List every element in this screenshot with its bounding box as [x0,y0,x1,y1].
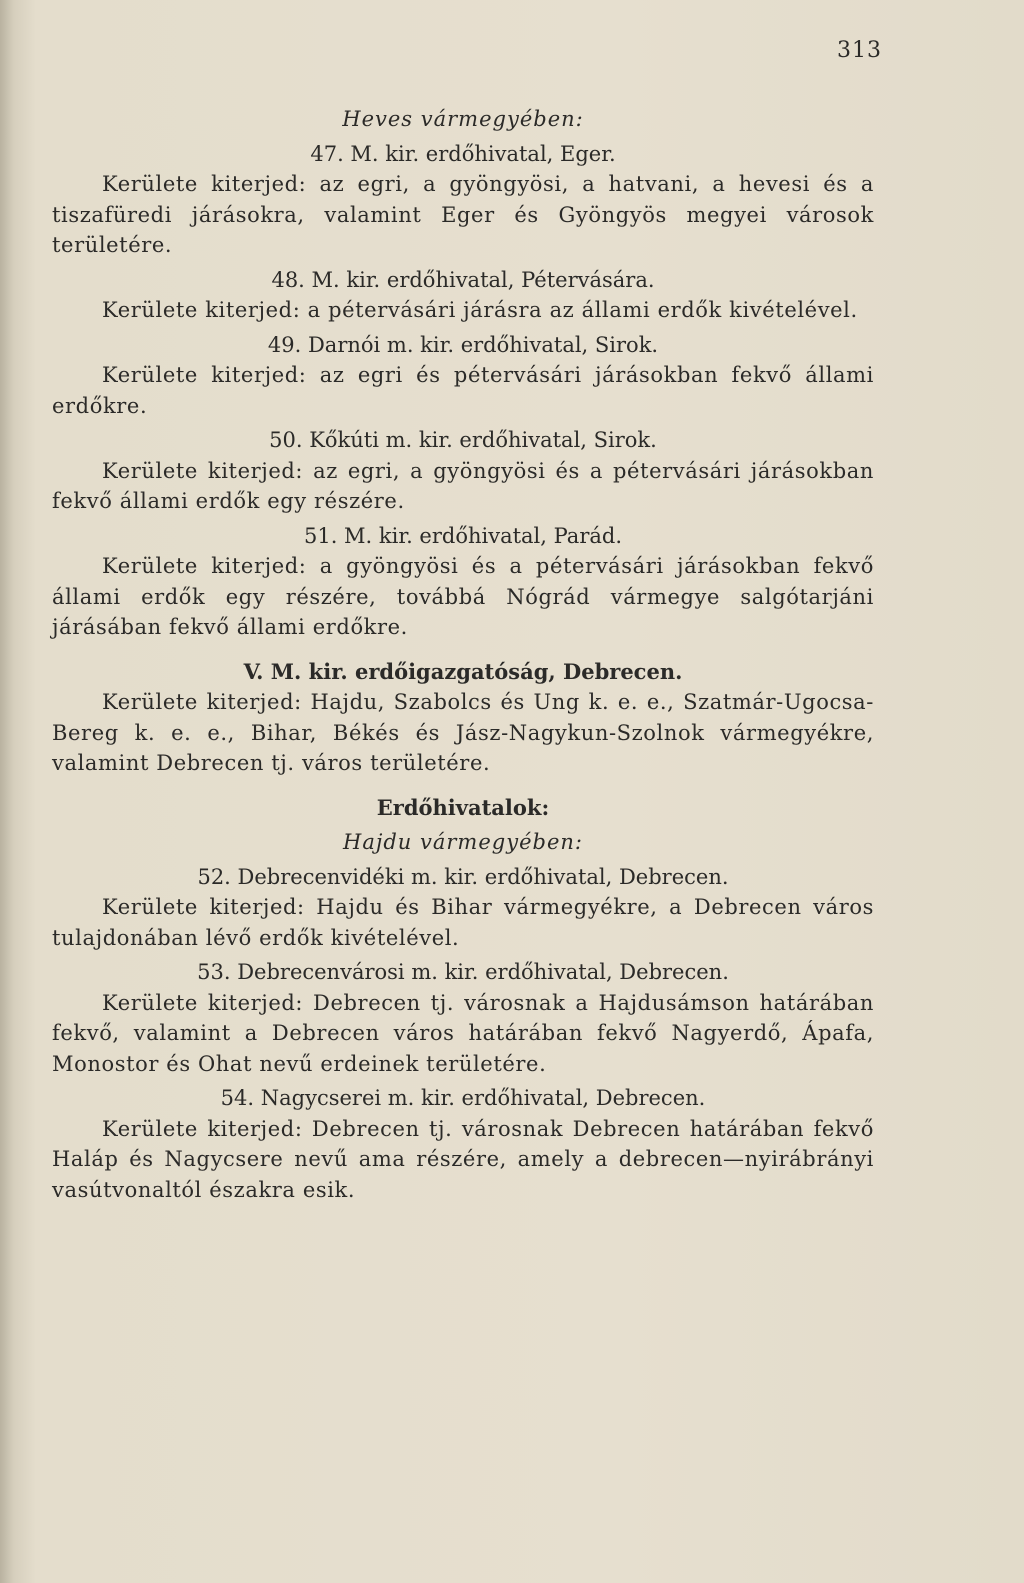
office-title-52: 52. Debrecenvidéki m. kir. erdőhivatal, Debrecen. [197,864,729,889]
office-title-54: 54. Nagycserei m. kir. erdőhivatal, Debrecen. [220,1086,706,1110]
office-scope-52: Kerülete kiterjed: Hajdu és Bihar vármegyékre, a Debrecen város tulajdonában lévő erdők kivételével. [52,895,874,950]
county-heading-hajdu: Hajdu vármegyében: [343,830,583,854]
office-scope-48: Kerülete kiterjed: a pétervásári járásra az állami erdők kivételével. [102,298,858,322]
county-heading-heves: Heves vármegyében: [342,107,584,131]
office-title-51: 51. M. kir. erdőhivatal, Parád. [303,523,623,548]
office-title-48: 48. M. kir. erdőhivatal, Pétervására. [271,267,655,292]
office-scope-50: Kerülete kiterjed: az egri, a gyöngyösi és a pétervásári járásokban fekvő állami erdők egy részére. [52,458,874,513]
office-scope-51: Kerülete kiterjed: a gyöngyösi és a pétervásári járásokban fekvő állami erdők egy részére, továbbá Nógrád vármegye salgótarjáni járásában fekvő állami erdőkre. [52,554,874,639]
directorate-heading-debrecen: V. M. kir. erdőigazgatóság, Debrecen. [243,658,683,684]
office-scope-47: Kerülete kiterjed: az egri, a gyöngyösi, a hatvani, a hevesi és a tiszafüredi járásokra, valamint Eger és Gyöngyös megyei városok területére. [52,172,874,257]
page-number: 313 [837,38,882,63]
office-title-50: 50. Kőkúti m. kir. erdőhivatal, Sirok. [269,428,657,452]
page-body [52,104,874,1205]
office-title-49: 49. Darnói m. kir. erdőhivatal, Sirok. [267,332,659,357]
office-title-53: 53. Debrecenvárosi m. kir. erdőhivatal, Debrecen. [197,960,729,984]
office-scope-53: Kerülete kiterjed: Debrecen tj. városnak a Hajdusámson határában fekvő, valamint a Debrecen város határában fekvő Nagyerdő, Ápafa, Monostor és Ohat nevű erdeinek területére. [52,990,874,1076]
office-scope-54: Kerülete kiterjed: Debrecen tj. városnak Debrecen határában fekvő Haláp és Nagycsere nevű ama részére, amely a debrecen—nyirábrányi vasútvonaltól északra esik. [52,1116,874,1202]
office-title-47: 47. M. kir. erdőhivatal, Eger. [310,141,616,166]
section-heading-offices: Erdőhivatalok: [376,794,550,820]
office-scope-49: Kerülete kiterjed: az egri és pétervásári járásokban fekvő állami erdőkre. [52,363,874,418]
directorate-scope-debrecen: Kerülete kiterjed: Hajdu, Szabolcs és Ung k. e. e., Szatmár-Ugocsa-Bereg k. e. e., Bihar, Békés és Jász-Nagykun-Szolnok vármegyékre, valamint Debrecen tj. város területére. [52,690,874,775]
